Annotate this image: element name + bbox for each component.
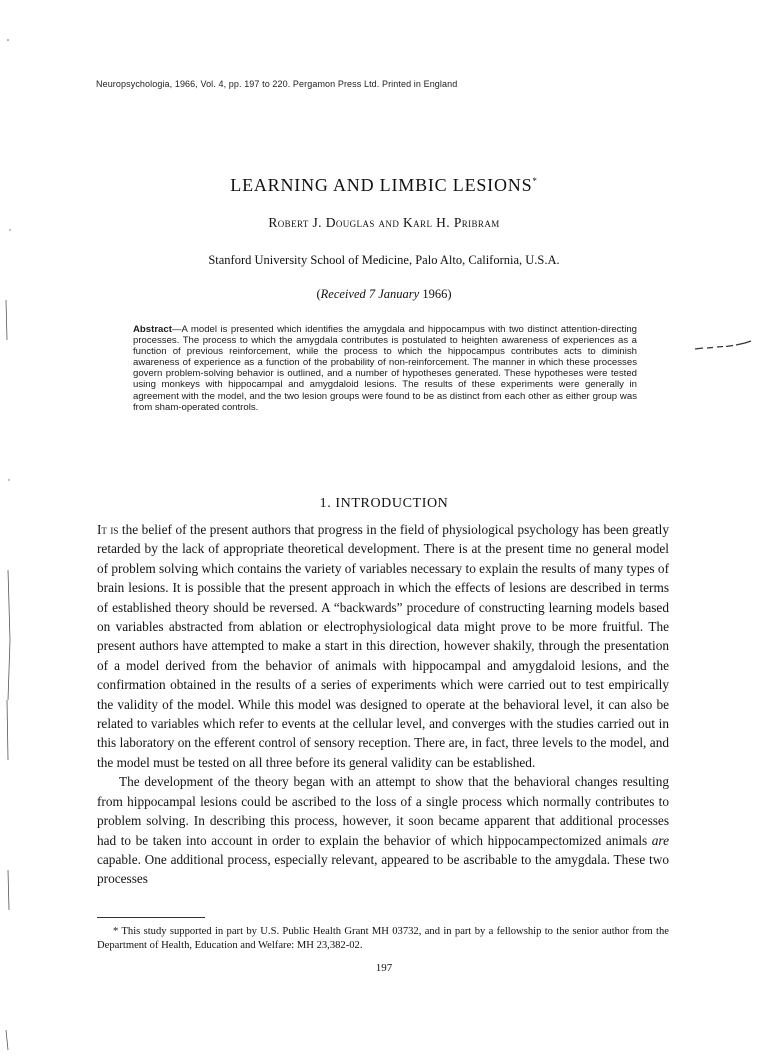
paragraph-2 — [97, 772, 669, 888]
footnote-rule — [97, 917, 205, 918]
section-heading-introduction: 1. INTRODUCTION — [319, 496, 449, 511]
paper-title — [0, 175, 768, 196]
paper-title-text: LEARNING AND LIMBIC LESIONS — [230, 175, 533, 195]
abstract — [133, 324, 637, 413]
scan-edge-marks — [0, 0, 16, 1058]
paragraph-1 — [97, 520, 669, 772]
paragraph-2-emphasis: are — [651, 832, 669, 848]
abstract-label: Abstract — [133, 324, 172, 335]
received-open: ( — [316, 287, 321, 301]
author-list: Robert J. Douglas and Karl H. Pribram — [268, 215, 500, 230]
page-number: 197 — [375, 962, 393, 974]
received-label: Received — [320, 287, 366, 301]
abstract-text: —A model is presented which identifies the amygdala and hippocampus with two distinct attention-directing processes. The process to which the amygdala contributes is postulated to heighten awareness of experiences as a function of previous reinforcement, while the process to which the hippocampus contributes acts to diminish awareness of experience as a function of the probability of non-reinforcement. The manner in which these processes govern problem-solving behavior is outlined, and a number of hypotheses generated. These hypotheses were tested using monkeys with hippocampal and amygdaloid lesions. The results of these experiments were generally in agreement with the model, and the two lesion groups were found to be as distinct from each other as either group was from sham-operated controls. — [133, 324, 637, 413]
paragraph-2-before: The development of the theory began with an attempt to show that the behavioral changes resulting from hippocampal lesions could be ascribed to the loss of a single process which normally contributes to problem solving. In describing this process, however, it soon became apparent that additional processes had to be taken into account in order to explain the behavior of which hippocampectomized animals — [97, 774, 669, 848]
scan-artifact-mark — [693, 340, 753, 352]
received-year: 1966) — [419, 287, 452, 301]
running-head: Neuropsychologia, 1966, Vol. 4, pp. 197 to 220. Pergamon Press Ltd. Printed in England — [96, 79, 458, 89]
received-date-text: 7 January — [368, 287, 420, 301]
footnote: * This study supported in part by U.S. Public Health Grant MH 03732, and in part by a fellowship to the senior author from the Department of Health, Education and Welfare: MH 23,382-02. — [97, 926, 669, 951]
body-text — [97, 520, 669, 889]
received-date — [0, 287, 768, 302]
paragraph-1-text: the belief of the present authors that progress in the field of physiological psychology has been greatly retarded by the lack of appropriate theoretical development. There is at the present time no general model of problem solving which contains the variety of variables necessary to explain the results of many types of brain lesions. It is possible that the present approach in which the effects of lesions are described in terms of established theory should be reversed. A “backwards” procedure of constructing learning models based on variables abstracted from ablation or electrophysiological data might prove to be more fruitful. The present authors have attempted to make a start in this direction, however shakily, through the presentation of a model derived from the behavior of animals with hippocampal and amygdaloid lesions, and the confirmation obtained in the results of a series of experiments which were carried out to test empirically the validity of the model. While this model was designed to operate at the behavioral level, it can also be related to variables which refer to events at the cellular level, and converges with the studies carried out in this laboratory on the efferent control of sensory reception. There are, in fact, three levels to the model, and the model must be tested on all three before its general validity can be established. — [97, 522, 669, 770]
title-footnote-marker: * — [532, 176, 538, 186]
paragraph-2-after: capable. One additional process, especially relevant, appeared to be ascribable to the amygdala. These two processes — [97, 851, 669, 887]
affiliation: Stanford University School of Medicine, Palo Alto, California, U.S.A. — [208, 253, 560, 267]
paragraph-1-lead: It is — [97, 522, 119, 537]
